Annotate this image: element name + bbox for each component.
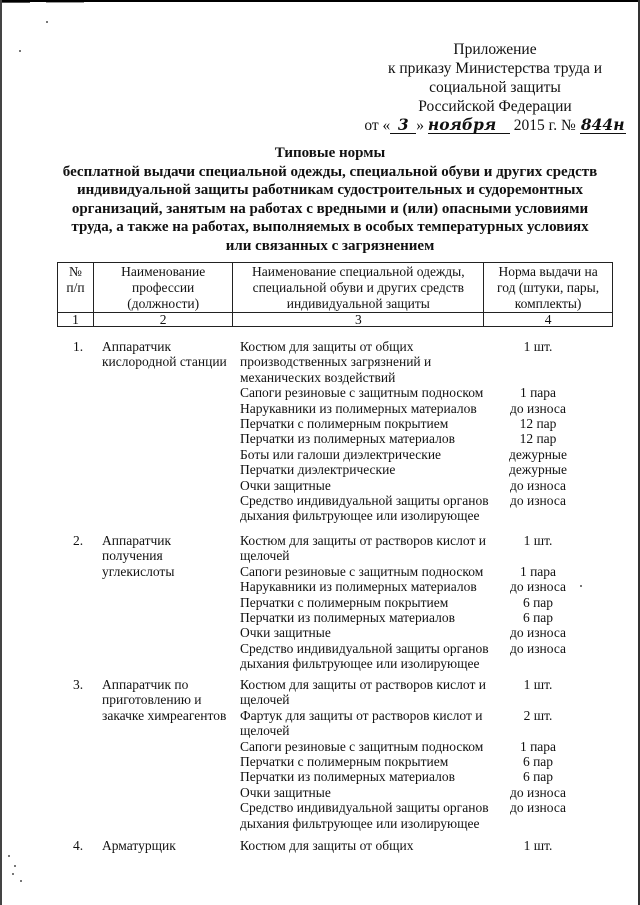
title-heading: Типовые нормы <box>274 145 386 161</box>
equipment-name-line: Боты или галоши диэлектрические <box>240 446 442 462</box>
title-subtitle-line: труда, а также на работах, выполняемых в особых температурных условиях <box>71 219 589 236</box>
issue-norm: 12 пар <box>519 431 557 447</box>
issue-norm: 1 шт. <box>523 677 553 692</box>
row-number: 3. <box>73 677 84 692</box>
equipment-item <box>240 641 640 672</box>
equipment-name <box>240 416 490 431</box>
equipment-name <box>240 579 490 594</box>
scan-speck <box>12 873 14 875</box>
equipment-item <box>240 401 640 416</box>
row-number: 4. <box>73 838 84 853</box>
issue-norm: до износа <box>509 493 566 509</box>
equipment-name <box>240 533 490 564</box>
equipment-name-line: Очки защитные <box>240 625 331 641</box>
column-number: 4 <box>484 313 613 327</box>
equipment-name-line: Перчатки из полимерных материалов <box>240 610 455 626</box>
title-subtitle-line: бесплатной выдачи специальной одежды, специальной обуви и других средств <box>62 163 598 180</box>
equipment-name <box>240 610 490 625</box>
equipment-item <box>240 462 640 477</box>
equipment-name <box>240 401 490 416</box>
equipment-name-line: Нарукавники из полимерных материалов <box>240 579 477 595</box>
appendix-date-line <box>350 116 640 135</box>
equipment-name-line: дыхания фильтрующее или изолирующее <box>240 815 480 831</box>
issue-norm: дежурные <box>509 462 567 478</box>
profession-line: Аппаратчик <box>102 339 172 354</box>
scan-speck <box>19 50 21 52</box>
title-subtitle-line: или связанных с загрязнением <box>225 237 435 254</box>
equipment-item <box>240 533 640 564</box>
header-col-norm: Норма выдачи на год (штуки, пары, комплекты) <box>484 263 613 313</box>
title-subtitle-line: организаций, занятым на работах с вредными и (или) опасными условиями <box>71 200 589 217</box>
column-number-row <box>58 313 613 327</box>
appendix-line: к приказу Министерства труда и <box>387 60 603 77</box>
issue-norm: 12 пар <box>519 416 557 432</box>
column-number: 2 <box>93 313 233 327</box>
scan-border-top <box>0 0 640 2</box>
issue-norm: 1 пара <box>519 385 557 401</box>
equipment-name <box>240 478 490 493</box>
equipment-item <box>240 579 640 594</box>
equipment-name-line: Средство индивидуальной защиты органов <box>240 493 489 509</box>
handwritten-order-number: 844н <box>580 115 625 134</box>
row-number: 2. <box>73 533 84 548</box>
equipment-item <box>240 564 640 579</box>
equipment-name <box>240 785 490 800</box>
issue-norm: 1 шт. <box>523 838 553 853</box>
profession-line: Аппаратчик по <box>102 677 189 692</box>
equipment-name-line: Сапоги резиновые с защитным подноском <box>240 385 484 401</box>
equipment-name <box>240 625 490 640</box>
profession-line: углекислоты <box>102 563 175 579</box>
equipment-name-line: дыхания фильтрующее или изолирующее <box>240 656 480 672</box>
issue-norm: до износа <box>509 784 566 800</box>
equipment-name <box>240 431 490 446</box>
equipment-name-line: Перчатки диэлектрические <box>240 462 396 478</box>
equipment-name <box>240 800 490 831</box>
equipment-name-line: Средство индивидуальной защиты органов <box>240 640 489 656</box>
scan-speck <box>46 21 48 23</box>
equipment-name <box>240 754 490 769</box>
equipment-name <box>240 838 490 853</box>
issue-norm: до износа <box>509 400 566 416</box>
issue-norm: дежурные <box>509 446 567 462</box>
header-row <box>58 263 613 313</box>
date-day-suffix: » <box>416 117 425 134</box>
issue-norm: 6 пар <box>522 754 554 770</box>
equipment-item <box>240 708 640 739</box>
column-number: 1 <box>58 313 94 327</box>
equipment-item <box>240 785 640 800</box>
appendix-header <box>350 40 640 135</box>
equipment-list <box>240 339 640 524</box>
scan-border-left <box>0 0 2 905</box>
column-number: 3 <box>233 313 484 327</box>
scan-speck <box>20 880 22 882</box>
header-col-profession: Наименование профессии (должности) <box>93 263 233 313</box>
equipment-name-line: Средство индивидуальной защиты органов <box>240 800 489 816</box>
date-year: 2015 г. № <box>513 117 576 134</box>
issue-norm: 6 пар <box>522 594 554 610</box>
issue-norm: до износа <box>509 625 566 641</box>
equipment-name-line: Перчатки с полимерным покрытием <box>240 416 449 432</box>
table-header <box>57 262 613 327</box>
equipment-list <box>240 533 640 672</box>
equipment-name-line: Очки защитные <box>240 784 331 800</box>
issue-norm: 1 шт. <box>523 339 553 354</box>
equipment-item <box>240 610 640 625</box>
equipment-item <box>240 595 640 610</box>
equipment-item <box>240 625 640 640</box>
equipment-name <box>240 641 490 672</box>
equipment-name-line: Фартук для защиты от растворов кислот и <box>240 707 483 723</box>
equipment-list <box>240 838 640 853</box>
equipment-name-line: Костюм для защиты от общих <box>240 838 414 853</box>
equipment-item <box>240 447 640 462</box>
equipment-name <box>240 677 490 708</box>
equipment-item <box>240 478 640 493</box>
equipment-name-line: щелочей <box>240 723 290 739</box>
header-col-number: № п/п <box>58 263 94 313</box>
equipment-name-line: дыхания фильтрующее или изолирующее <box>240 508 480 524</box>
equipment-item <box>240 754 640 769</box>
issue-norm: 6 пар <box>522 610 554 626</box>
equipment-name-line: Перчатки с полимерным покрытием <box>240 754 449 770</box>
equipment-item <box>240 769 640 784</box>
issue-norm: до износа <box>509 640 566 656</box>
equipment-item <box>240 431 640 446</box>
issue-norm: до износа <box>509 579 566 595</box>
equipment-item <box>240 838 640 853</box>
equipment-name <box>240 595 490 610</box>
profession-line: Аппаратчик <box>102 533 172 548</box>
scan-border-segment <box>46 2 84 3</box>
equipment-name-line: Костюм для защиты от общих <box>240 339 414 354</box>
equipment-name <box>240 739 490 754</box>
equipment-name-line: Нарукавники из полимерных материалов <box>240 400 477 416</box>
profession-line: приготовлению и <box>102 692 202 708</box>
row-number: 1. <box>73 339 84 354</box>
equipment-item <box>240 339 640 385</box>
equipment-item <box>240 800 640 831</box>
profession-name <box>102 533 237 579</box>
appendix-line: социальной защиты <box>429 79 561 96</box>
equipment-name <box>240 564 490 579</box>
profession-name <box>102 339 237 370</box>
equipment-item <box>240 493 640 524</box>
equipment-name-line: механических воздействий <box>240 369 396 385</box>
issue-norm: 1 пара <box>519 738 557 754</box>
profession-name <box>102 838 237 853</box>
issue-norm: 1 пара <box>519 563 557 579</box>
issue-norm: 2 шт. <box>523 707 553 723</box>
equipment-name <box>240 493 490 524</box>
equipment-list <box>240 677 640 831</box>
equipment-name-line: Очки защитные <box>240 477 331 493</box>
equipment-name-line: Сапоги резиновые с защитным подноском <box>240 738 484 754</box>
issue-norm: 6 пар <box>522 769 554 785</box>
header-col-equipment: Наименование специальной одежды, специальной обуви и других средств индивидуальной защиты <box>233 263 484 313</box>
appendix-line: Российской Федерации <box>418 98 572 115</box>
profession-line: получения <box>102 548 163 564</box>
equipment-item <box>240 677 640 708</box>
scan-speck <box>14 865 16 867</box>
document-title <box>40 144 620 256</box>
profession-line: закачке химреагентов <box>102 707 227 723</box>
equipment-name <box>240 708 490 739</box>
equipment-item <box>240 416 640 431</box>
equipment-name <box>240 462 490 477</box>
equipment-name-line: Костюм для защиты от растворов кислот и <box>240 677 486 692</box>
equipment-name-line: щелочей <box>240 692 290 708</box>
title-subtitle-line: индивидуальной защиты работникам судостроительных и судоремонтных <box>77 182 583 199</box>
profession-line: Арматурщик <box>102 838 176 853</box>
issue-norm: до износа <box>509 800 566 816</box>
equipment-name <box>240 769 490 784</box>
equipment-item <box>240 385 640 400</box>
issue-norm: до износа <box>509 477 566 493</box>
date-prefix: от « <box>364 117 391 134</box>
equipment-name-line: щелочей <box>240 548 290 564</box>
scan-border-segment <box>0 2 30 3</box>
equipment-name-line: Сапоги резиновые с защитным подноском <box>240 563 484 579</box>
profession-name <box>102 677 237 723</box>
equipment-name <box>240 339 490 385</box>
equipment-name-line: Перчатки из полимерных материалов <box>240 431 455 447</box>
equipment-name-line: Перчатки из полимерных материалов <box>240 769 455 785</box>
issue-norm: 1 шт. <box>523 533 553 548</box>
appendix-line: Приложение <box>453 41 537 58</box>
profession-line: кислородной станции <box>102 354 227 370</box>
equipment-item <box>240 739 640 754</box>
handwritten-month: ноября <box>428 117 510 134</box>
equipment-name <box>240 385 490 400</box>
equipment-name <box>240 447 490 462</box>
scan-speck <box>8 855 10 857</box>
equipment-name-line: Костюм для защиты от растворов кислот и <box>240 533 486 548</box>
handwritten-day: 3 <box>390 117 416 134</box>
equipment-name-line: производственных загрязнений и <box>240 354 432 370</box>
equipment-name-line: Перчатки с полимерным покрытием <box>240 594 449 610</box>
